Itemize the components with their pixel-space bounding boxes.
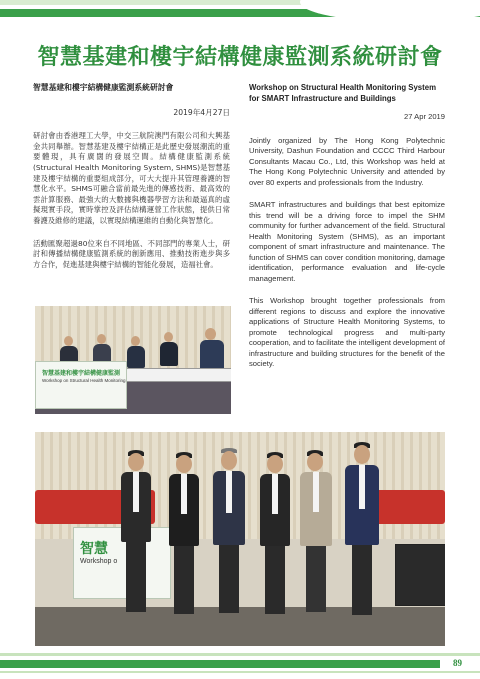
banner-subtitle: Workshop o — [80, 558, 118, 565]
bottom-decoration-band — [0, 653, 480, 679]
banner-subtitle: Workshop on Structural Health Monitoring — [42, 378, 126, 383]
chinese-paragraph-1: 研討會由香港理工大學，中交三航院澳門有限公司和大興基金共同舉辦。智慧基建及樓宇結構正是此歷史發展潮流的重要體現，具有廣闊的發展空間。結構健康監測系統(Structural Health Monitoring System, SHMS)是智慧基建及樓宇結構的重要組成部分，可大大提升其管理養護的智慧化水平。SHMS可融合當前最先進的傳感技術、最高效的雲計算服務、最強大的大數據與機器學習方法和最逼真的虛擬現實手段，實時掌控及評估結構運營工作狀態，提供日常養護及維修的建議，以實現結構運維的自動化與智慧化。 — [33, 131, 230, 225]
english-column — [249, 83, 445, 370]
lectern — [395, 544, 445, 606]
group-photo — [35, 432, 445, 646]
table — [125, 368, 231, 382]
english-paragraph-1: Jointly organized by The Hong Kong Polytechnic University, Dashun Foundation and CCCC Third Harbour Consultants Macau Co., Ltd, this Workshop was held at The Hong Kong Polytechnic University and attended by over 80 experts and professionals from the Industry. — [249, 135, 445, 187]
workshop-banner — [35, 361, 127, 409]
chinese-date: 2019年4月27日 — [173, 107, 230, 117]
chinese-subhead: 智慧基建和樓宇結構健康監測系統研討會 — [33, 83, 174, 92]
english-paragraph-3: This Workshop brought together professionals from different regions to discuss and explore the innovative applications of Structure Health Monitoring Systems, to promote technological progress and multi-party cooperation, and to facilitate the intelligent development of infrastructure and building structures for the benefit of the society. — [249, 296, 445, 368]
banner-title: 智慧基建和樓宇結構健康監測 — [42, 370, 121, 377]
english-date: 27 Apr 2019 — [404, 112, 445, 121]
chinese-paragraph-2: 活動匯聚超過80位來自不同地區、不同部門的專業人士，研討和傳播結構健康監測系統的創新應用、推動技術進步與多方合作，促進基建與樓宇結構的智能化發展，造福社會。 — [33, 238, 230, 269]
chinese-column — [33, 83, 230, 270]
english-paragraph-2: SMART infrastructures and buildings that best epitomize this trend will be a driving force to impel the SHM community for further advancement of the field. Structural Health Monitoring System (SHMS), as an important component of smart infrastructure and maintenance. The function of SHMS can cover condition monitoring, damage identification, performance evaluation and life-cycle management. — [249, 200, 445, 283]
page-number: 89 — [449, 658, 466, 668]
top-decoration-band — [0, 0, 480, 22]
seminar-photo — [35, 306, 231, 414]
english-subhead: Workshop on Structural Health Monitoring System for SMART Infrastructure and Buildings — [249, 83, 436, 103]
page-title: 智慧基建和樓宇結構健康監測系統研討會 — [37, 45, 443, 70]
floor — [35, 607, 445, 646]
red-chairs — [375, 490, 445, 524]
banner-title: 智慧 — [80, 541, 108, 557]
